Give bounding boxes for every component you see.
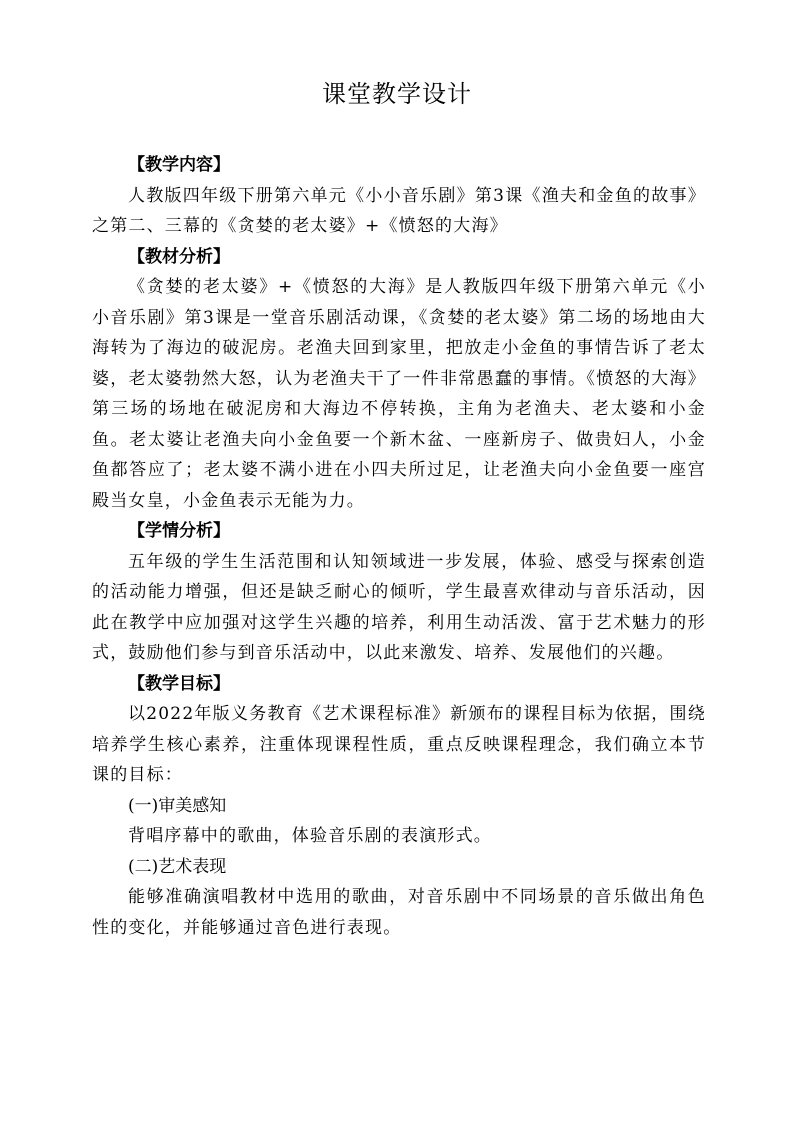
section-text-analysis: 《贪婪的老太婆》+《愤怒的大海》是人教版四年级下册第六单元《小小音乐剧》第3课是一堂音乐剧活动课，《贪婪的老太婆》第二场的场地由大海转为了海边的破泥房。老渔夫回到家里，把放走小金鱼的事情告诉了老太婆，老太婆勃然大怒，认为老渔夫干了一件非常愚蠢的事情。《愤怒的大海》第三场的场地在破泥房和大海边不停转换，主角为老渔夫、老太婆和小金鱼。老太婆让老渔夫向小金鱼要一个新木盆、一座新房子、做贵妇人，小金鱼都答应了；老太婆不满小进在小四夫所过足，让老渔夫向小金鱼要一座宫殿当女皇，小金鱼表示无能为力。: [92, 277, 706, 511]
goal-text-2: 能够准确演唱教材中选用的歌曲，对音乐剧中不同场景的音乐做出角色性的变化，并能够通过音色进行表现。: [92, 887, 706, 938]
section-heading-content: 【教学内容】: [128, 155, 230, 175]
section-text-goals: 以2022年版义务教育《艺术课程标准》新颁布的课程目标为依据，围绕培养学生核心素养，注重体现课程性质，重点反映课程理念，我们确立本节课的目标：: [92, 704, 706, 785]
goal-text-1: 背唱序幕中的歌曲，体验音乐剧的表演形式。: [128, 826, 492, 846]
document-body: [92, 150, 706, 943]
section-text-content: 人教版四年级下册第六单元《小小音乐剧》第3课《渔夫和金鱼的故事》之第二、三幕的《贪婪的老太婆》+《愤怒的大海》: [92, 185, 706, 236]
goal-heading-2: (二)艺术表现: [128, 856, 227, 877]
section-heading-analysis: 【教材分析】: [128, 246, 230, 267]
goal-heading-1: (一)审美感知: [128, 795, 227, 816]
page-title: 课堂教学设计: [322, 80, 472, 108]
section-heading-students: 【学情分析】: [128, 521, 230, 541]
section-heading-goals: 【教学目标】: [128, 673, 230, 694]
section-text-students: 五年级的学生生活范围和认知领域进一步发展，体验、感受与探索创造的活动能力增强，但还是缺乏耐心的倾听，学生最喜欢律动与音乐活动，因此在教学中应加强对这学生兴趣的培养，利用生动活泼、富于艺术魅力的形式，鼓励他们参与到音乐活动中，以此来激发、培养、发展他们的兴趣。: [92, 551, 706, 663]
